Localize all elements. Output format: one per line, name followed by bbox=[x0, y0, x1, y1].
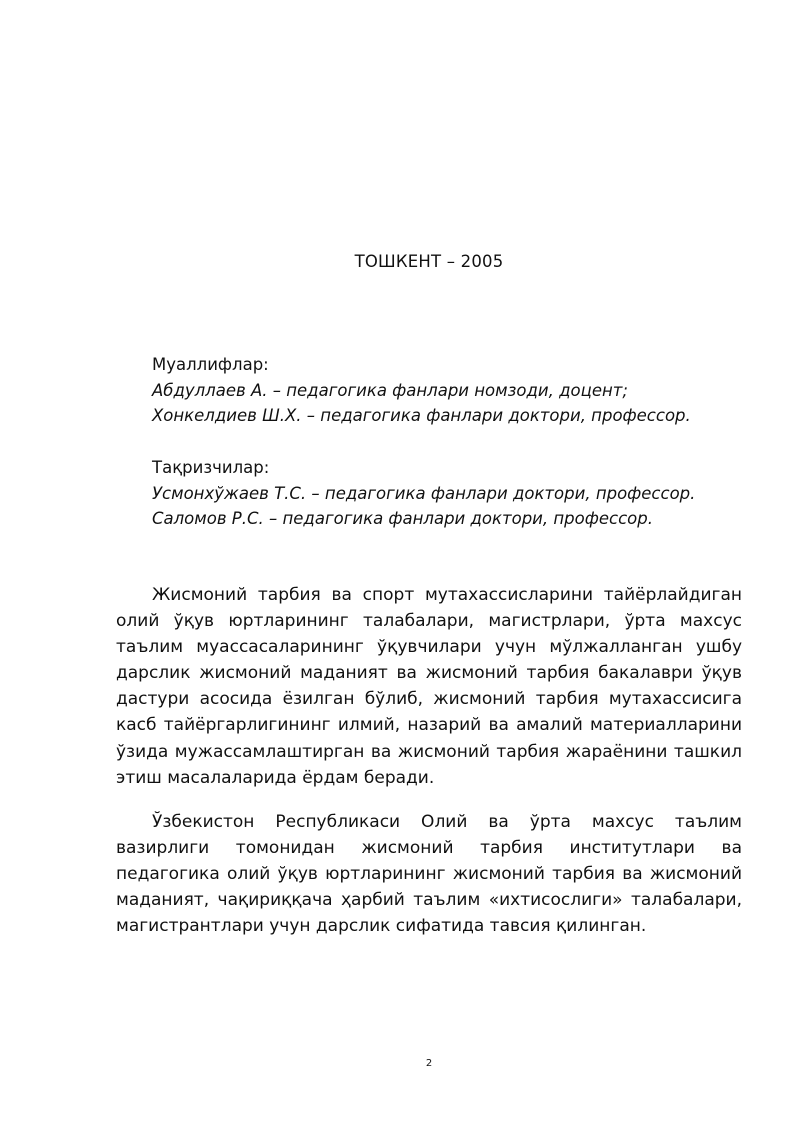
reviewers-block bbox=[152, 455, 772, 532]
annotation-paragraph: Жисмоний тарбия ва спорт мутахассисларини тайёрлайдиган олий ўқув юртларининг талабалари, магистрлари, ўрта махсус таълим муассасаларининг ўқувчилари учун мўлжалланган ушбу дарслик жисмоний маданият ва жисмоний тарбия бакалаври ўқув дастури асосида ёзилган бўлиб, жисмоний тарбия мутахассисига касб тайёргарлигининг илмий, назарий ва амалий материалларини ўзида мужассамлаштирган ва жисмоний тарбия жараёнини ташкил этиш масалаларида ёрдам беради. bbox=[116, 585, 742, 788]
author-entry: Абдуллаев А. – педагогика фанлари номзоди, доцент; bbox=[152, 380, 628, 400]
page-number: 2 bbox=[425, 1058, 433, 1069]
author-entry: Хонкелдиев Ш.Х. – педагогика фанлари доктори, профессор. bbox=[152, 406, 691, 425]
city-year-line: ТОШКЕНТ – 2005 bbox=[354, 252, 504, 271]
authors-heading: Муаллифлар: bbox=[152, 355, 269, 374]
recommendation-paragraph: Ўзбекистон Республикаси Олий ва ўрта махсус таълим вазирлиги томонидан жисмоний тарбия институтлари ва педагогика олий ўқув юртларининг жисмоний тарбия ва жисмоний маданият, чақириққача ҳарбий таълим «ихтисослиги» талабалари, магистрантлари учун дарслик сифатида тавсия қилинган. bbox=[116, 812, 742, 937]
authors-block bbox=[152, 352, 772, 429]
reviewer-entry: Усмонхўжаев Т.С. – педагогика фанлари доктори, профессор. bbox=[152, 483, 696, 503]
reviewers-heading: Тақризчилар: bbox=[152, 458, 270, 477]
reviewer-entry: Саломов Р.С. – педагогика фанлари доктори, профессор. bbox=[152, 509, 653, 528]
